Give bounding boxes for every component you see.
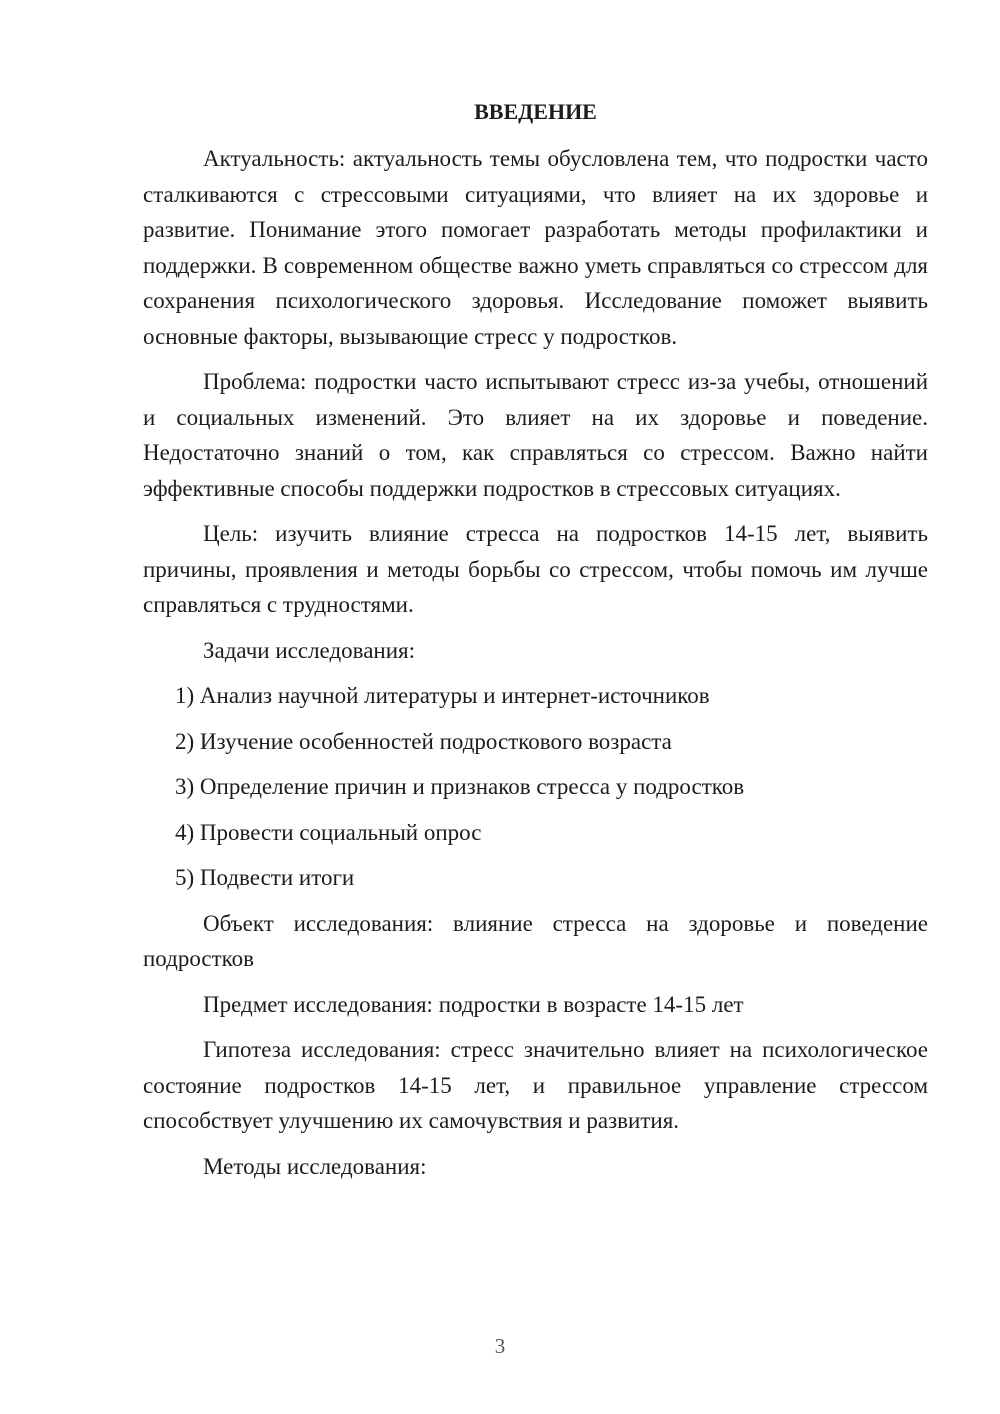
- relevance-paragraph: Актуальность: актуальность темы обусловлена тем, что подростки часто сталкиваются с стрессовыми ситуациями, что влияет на их здоровье и развитие. Понимание этого помогает разработать методы профилактики и поддержки. В современном обществе важно уметь справляться со стрессом для сохранения психологического здоровья. Исследование поможет выявить основные факторы, вызывающие стресс у подростков.: [143, 146, 928, 349]
- tasks-title: Задачи исследования:: [203, 637, 416, 663]
- document-page: [143, 94, 928, 1194]
- list-item: 1) Анализ научной литературы и интернет-источников: [175, 683, 710, 708]
- list-item: 5) Подвести итоги: [175, 865, 355, 890]
- tasks-list: [143, 678, 928, 896]
- object-paragraph: Объект исследования: влияние стресса на здоровье и поведение подростков: [143, 910, 928, 971]
- problem-paragraph: Проблема: подростки часто испытывают стресс из-за учебы, отношений и социальных изменений. Это влияет на их здоровье и поведение. Недостаточно знаний о том, как справляться со стрессом. Важно найти эффективные способы поддержки подростков в стрессовых ситуациях.: [143, 369, 928, 501]
- page-title: ВВЕДЕНИЕ: [474, 99, 597, 124]
- list-item: 2) Изучение особенностей подросткового возраста: [175, 728, 672, 754]
- hypothesis-paragraph: Гипотеза исследования: стресс значительно влияет на психологическое состояние подростков 14-15 лет, и правильное управление стрессом способствует улучшению их самочувствия и развития.: [143, 1037, 928, 1133]
- page-number: 3: [494, 1334, 506, 1358]
- list-item: 4) Провести социальный опрос: [175, 819, 482, 845]
- methods-title: Методы исследования:: [203, 1153, 427, 1179]
- list-item: 3) Определение причин и признаков стресса у подростков: [175, 774, 745, 799]
- subject-paragraph: Предмет исследования: подростки в возрасте 14-15 лет: [203, 991, 744, 1017]
- goal-paragraph: Цель: изучить влияние стресса на подростков 14-15 лет, выявить причины, проявления и методы борьбы со стрессом, чтобы помочь им лучше справляться с трудностями.: [143, 521, 928, 617]
